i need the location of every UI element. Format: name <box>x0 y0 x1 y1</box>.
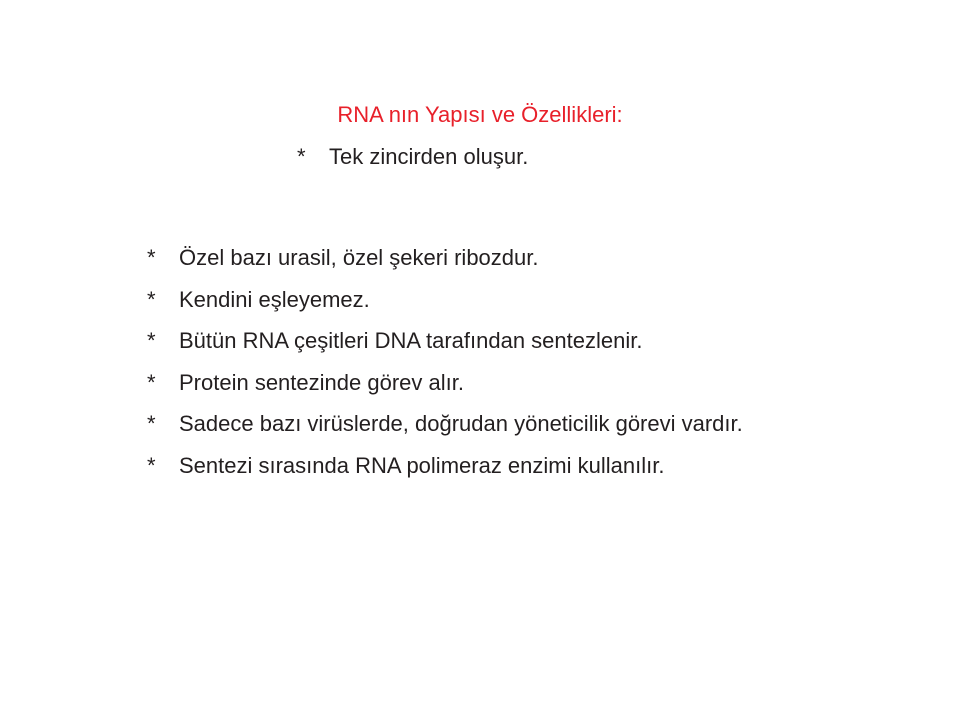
bullet-marker: * <box>147 411 156 437</box>
list-item-text: Sadece bazı virüslerde, doğrudan yöneticilik görevi vardır. <box>179 411 743 437</box>
bullet-marker: * <box>147 328 156 354</box>
bullet-marker: * <box>147 369 156 395</box>
list-item-text: Özel bazı urasil, özel şekeri ribozdur. <box>179 245 539 270</box>
bullet-marker: * <box>147 286 156 312</box>
list-item <box>147 409 743 439</box>
list-item-text: Bütün RNA çeşitleri DNA tarafından sentezlenir. <box>179 328 643 354</box>
list-item-text: Kendini eşleyemez. <box>179 286 370 312</box>
bullet-marker: * <box>147 245 156 270</box>
intro-item <box>297 142 528 172</box>
list-item-text: Sentezi sırasında RNA polimeraz enzimi kullanılır. <box>179 452 665 478</box>
slide-title: RNA nın Yapısı ve Özellikleri: <box>337 102 623 127</box>
list-item <box>147 326 743 356</box>
list-item <box>147 285 743 315</box>
property-list <box>147 243 743 493</box>
list-item <box>147 368 743 398</box>
list-item <box>147 451 743 481</box>
list-item <box>147 243 743 273</box>
bullet-marker: * <box>147 452 156 478</box>
intro-item-text: Tek zincirden oluşur. <box>329 144 529 169</box>
bullet-marker: * <box>297 144 306 169</box>
list-item-text: Protein sentezinde görev alır. <box>179 369 464 395</box>
